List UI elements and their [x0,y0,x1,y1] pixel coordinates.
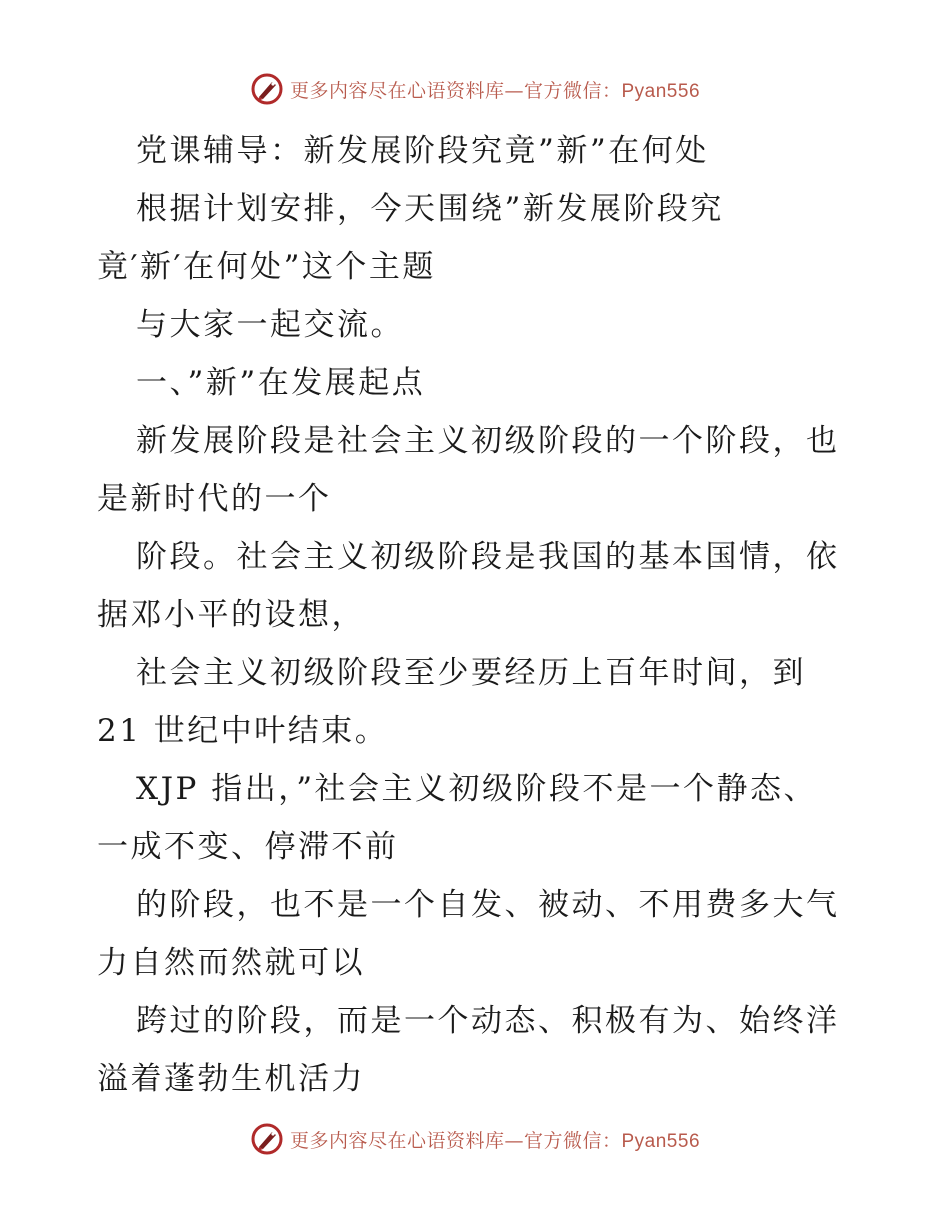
header-watermark [0,72,950,106]
text-line: 溢着蓬勃生机活力 [97,1061,365,1097]
text-line: 跨过的阶段，而是一个动态、积极有为、始终洋 [136,1003,840,1039]
text-line: 社会主义初级阶段至少要经历上百年时间，到 [136,655,806,691]
pen-logo-icon [250,72,284,106]
text-line: 力自然而然就可以 [97,945,365,981]
watermark-text: 更多内容尽在心语资料库—官方微信：Pyan556 [289,1129,701,1152]
text-line: 据邓小平的设想， [97,597,365,633]
text-line: 根据计划安排，今天围绕”新发展阶段究 [136,191,724,227]
pen-logo-icon [250,1122,284,1156]
text-line: 是新时代的一个 [97,481,332,517]
text-line: XJP 指出，”社会主义初级阶段不是一个静态、 [136,771,818,807]
text-line: 阶段。社会主义初级阶段是我国的基本国情，依 [136,539,840,575]
text-line: 一、”新”在发展起点 [136,365,426,401]
text-line: 21 世纪中叶结束。 [97,713,389,749]
document-body [97,122,867,1108]
text-line: 竟′新′在何处”这个主题 [97,249,436,285]
footer-watermark [0,1122,950,1156]
text-line: 一成不变、停滞不前 [97,829,399,865]
text-line: 新发展阶段是社会主义初级阶段的一个阶段，也 [136,423,840,459]
text-line: 与大家一起交流。 [136,307,404,343]
watermark-text: 更多内容尽在心语资料库—官方微信：Pyan556 [289,79,701,102]
text-line: 的阶段，也不是一个自发、被动、不用费多大气 [136,887,840,923]
text-line: 党课辅导：新发展阶段究竟”新”在何处 [136,133,709,169]
